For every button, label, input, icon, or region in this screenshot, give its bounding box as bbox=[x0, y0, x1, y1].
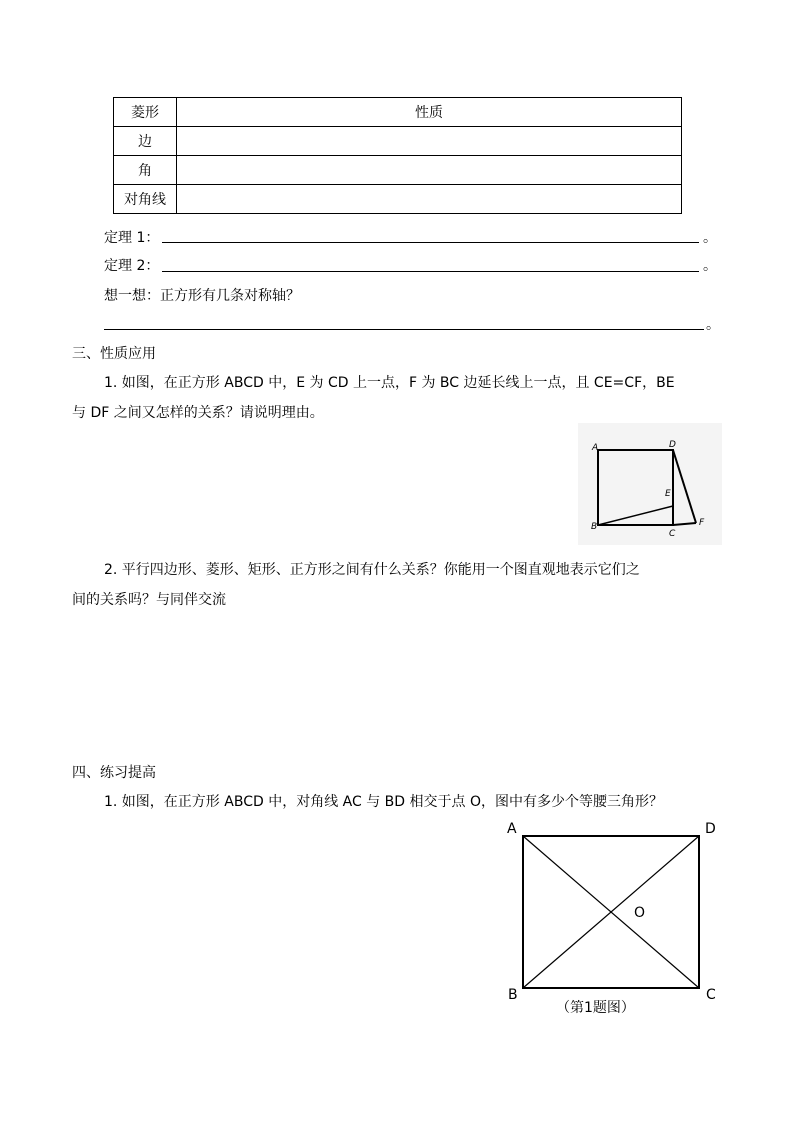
point-f-label: F bbox=[699, 518, 705, 528]
theorem-2-end-mark: 。 bbox=[703, 258, 717, 274]
vertex-a-label: A bbox=[507, 821, 517, 837]
header-rhombus: 菱形 bbox=[114, 98, 177, 127]
row-value-angles[interactable] bbox=[177, 156, 682, 185]
theorem-1-end-mark: 。 bbox=[703, 230, 717, 246]
section-3-question-1-line-2: 与 DF 之间又怎样的关系？请说明理由。 bbox=[72, 405, 324, 421]
think-prompt: 想一想：正方形有几条对称轴？ bbox=[104, 288, 300, 304]
point-b-label: B bbox=[591, 522, 598, 532]
center-o-label: O bbox=[634, 905, 646, 921]
section-3-question-1-line-1: 1. 如图，在正方形 ABCD 中，E 为 CD 上一点，F 为 BC 边延长线上一点，且 CE=CF，BE bbox=[104, 375, 675, 391]
section-3-question-2-line-1: 2. 平行四边形、菱形、矩形、正方形之间有什么关系？你能用一个图直观地表示它们之 bbox=[104, 562, 640, 578]
section-4-question-1: 1. 如图，在正方形 ABCD 中，对角线 AC 与 BD 相交于点 O，图中有多少个等腰三角形？ bbox=[104, 794, 663, 810]
section-4-title: 四、练习提高 bbox=[72, 765, 156, 781]
point-a-label: A bbox=[592, 443, 599, 453]
square-diagram-abcdef bbox=[578, 423, 722, 545]
theorem-2-answer-line[interactable] bbox=[162, 271, 699, 272]
header-properties: 性质 bbox=[177, 98, 682, 127]
vertex-b-label: B bbox=[508, 987, 518, 1003]
row-label-diagonals: 对角线 bbox=[114, 185, 177, 214]
section-3-title: 三、性质应用 bbox=[72, 346, 156, 362]
theorem-1-label: 定理 1： bbox=[104, 230, 160, 246]
point-c-label: C bbox=[669, 529, 676, 539]
think-end-mark: 。 bbox=[706, 317, 720, 333]
theorem-2-label: 定理 2： bbox=[104, 258, 160, 274]
point-e-label: E bbox=[665, 489, 671, 499]
think-answer-line[interactable] bbox=[104, 329, 704, 330]
table-row bbox=[114, 156, 682, 185]
row-value-sides[interactable] bbox=[177, 127, 682, 156]
row-value-diagonals[interactable] bbox=[177, 185, 682, 214]
table-header-row bbox=[114, 98, 682, 127]
row-label-sides: 边 bbox=[114, 127, 177, 156]
vertex-c-label: C bbox=[706, 987, 716, 1003]
rhombus-properties-table bbox=[113, 97, 682, 214]
section-3-question-2-line-2: 间的关系吗？与同伴交流 bbox=[72, 592, 226, 608]
figure-caption: （第1题图） bbox=[556, 1000, 635, 1016]
table-row bbox=[114, 185, 682, 214]
vertex-d-label: D bbox=[705, 821, 716, 837]
table-row bbox=[114, 127, 682, 156]
theorem-1-answer-line[interactable] bbox=[162, 242, 699, 243]
square-diagonals-diagram bbox=[500, 812, 730, 1022]
point-d-label: D bbox=[669, 440, 676, 450]
row-label-angles: 角 bbox=[114, 156, 177, 185]
